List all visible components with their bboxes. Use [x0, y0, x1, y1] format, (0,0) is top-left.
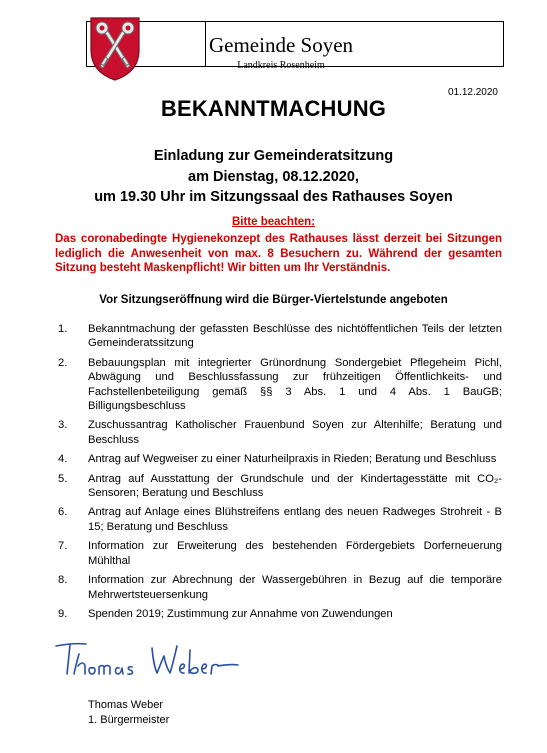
- municipality-name: Gemeinde Soyen: [208, 33, 354, 57]
- notice-body: Das coronabedingte Hygienekonzept des Rathauses lässt derzeit bei Sitzungen lediglich die Anwesenheit von max. 8 Besuchern zu. Während der gesamten Sitzung besteht Maskenpflicht! Wir bitten um Ihr Verständnis.: [55, 233, 502, 274]
- agenda-text: Bekanntmachung der gefassten Beschlüsse des nichtöffentlichen Teils der letzten Gemeinderatssitzung: [88, 323, 502, 350]
- agenda-item: [58, 322, 502, 351]
- agenda-text: Bebauungsplan mit integrierter Grünordnung Sondergebiet Pflegeheim Pichl, Abwägung und Beschlussfassung zur frühzeitigen Öffentlichkeits- und Fachstellenbeteiligung gemäß §§ 3 Abs. 1 und 4 Abs. 1 BauGB; Billigungsbeschluss: [88, 356, 502, 413]
- invitation-line: am Dienstag, 08.12.2020,: [188, 168, 359, 185]
- invitation-block: [0, 146, 547, 208]
- signer-name: Thomas Weber: [88, 699, 163, 711]
- agenda-text: Spenden 2019; Zustimmung zur Annahme von Zuwendungen: [88, 607, 393, 620]
- agenda-number: 7.: [58, 540, 68, 553]
- agenda-item: [58, 356, 502, 414]
- document-date: 01.12.2020: [447, 87, 498, 98]
- agenda-number: 2.: [58, 356, 68, 369]
- coat-of-arms-icon: [89, 16, 141, 82]
- agenda-item: [58, 573, 502, 602]
- agenda-text: Information zur Erweiterung des bestehenden Fördergebiets Dorferneuerung Mühlthal: [88, 540, 502, 567]
- citizens-quarter-hour-note: Vor Sitzungseröffnung wird die Bürger-Viertelstunde angeboten: [99, 294, 448, 306]
- agenda-number: 6.: [58, 506, 68, 519]
- agenda-list: [58, 322, 502, 626]
- agenda-item: [58, 472, 502, 501]
- agenda-number: 3.: [58, 419, 68, 432]
- agenda-number: 4.: [58, 453, 68, 466]
- notice-heading: Bitte beachten:: [231, 216, 316, 228]
- agenda-item: [58, 452, 502, 466]
- agenda-item: [58, 539, 502, 568]
- agenda-number: 8.: [58, 574, 68, 587]
- agenda-number: 5.: [58, 472, 68, 485]
- invitation-line: um 19.30 Uhr im Sitzungssaal des Rathauses Soyen: [94, 189, 453, 205]
- page-title: BEKANNTMACHUNG: [160, 96, 387, 121]
- handwritten-signature: [52, 636, 252, 682]
- invitation-line: Einladung zur Gemeinderatsitzung: [153, 148, 394, 164]
- signer-role: 1. Bürgermeister: [88, 714, 170, 726]
- agenda-item: [58, 607, 502, 621]
- agenda-text: Information zur Abrechnung der Wassergebühren in Bezug auf die temporäre Mehrwertsteuersenkung: [88, 574, 502, 601]
- agenda-text: Zuschussantrag Katholischer Frauenbund Soyen zur Altenhilfe; Beratung und Beschluss: [88, 419, 502, 446]
- agenda-text: Antrag auf Wegweiser zu einer Naturheilpraxis in Rieden; Beratung und Beschluss: [88, 453, 497, 466]
- agenda-item: [58, 505, 502, 534]
- agenda-number: 1.: [58, 323, 68, 335]
- district-name: Landkreis Rosenheim: [237, 60, 325, 71]
- agenda-item: [58, 418, 502, 447]
- agenda-text: Antrag auf Ausstattung der Grundschule und der Kindertagesstätte mit CO₂-Sensoren; Beratung und Beschluss: [88, 472, 502, 500]
- agenda-text: Antrag auf Anlage eines Blühstreifens entlang des neuen Radweges Strohreit - B 15; Beratung und Beschluss: [88, 506, 502, 533]
- agenda-number: 9.: [58, 607, 68, 620]
